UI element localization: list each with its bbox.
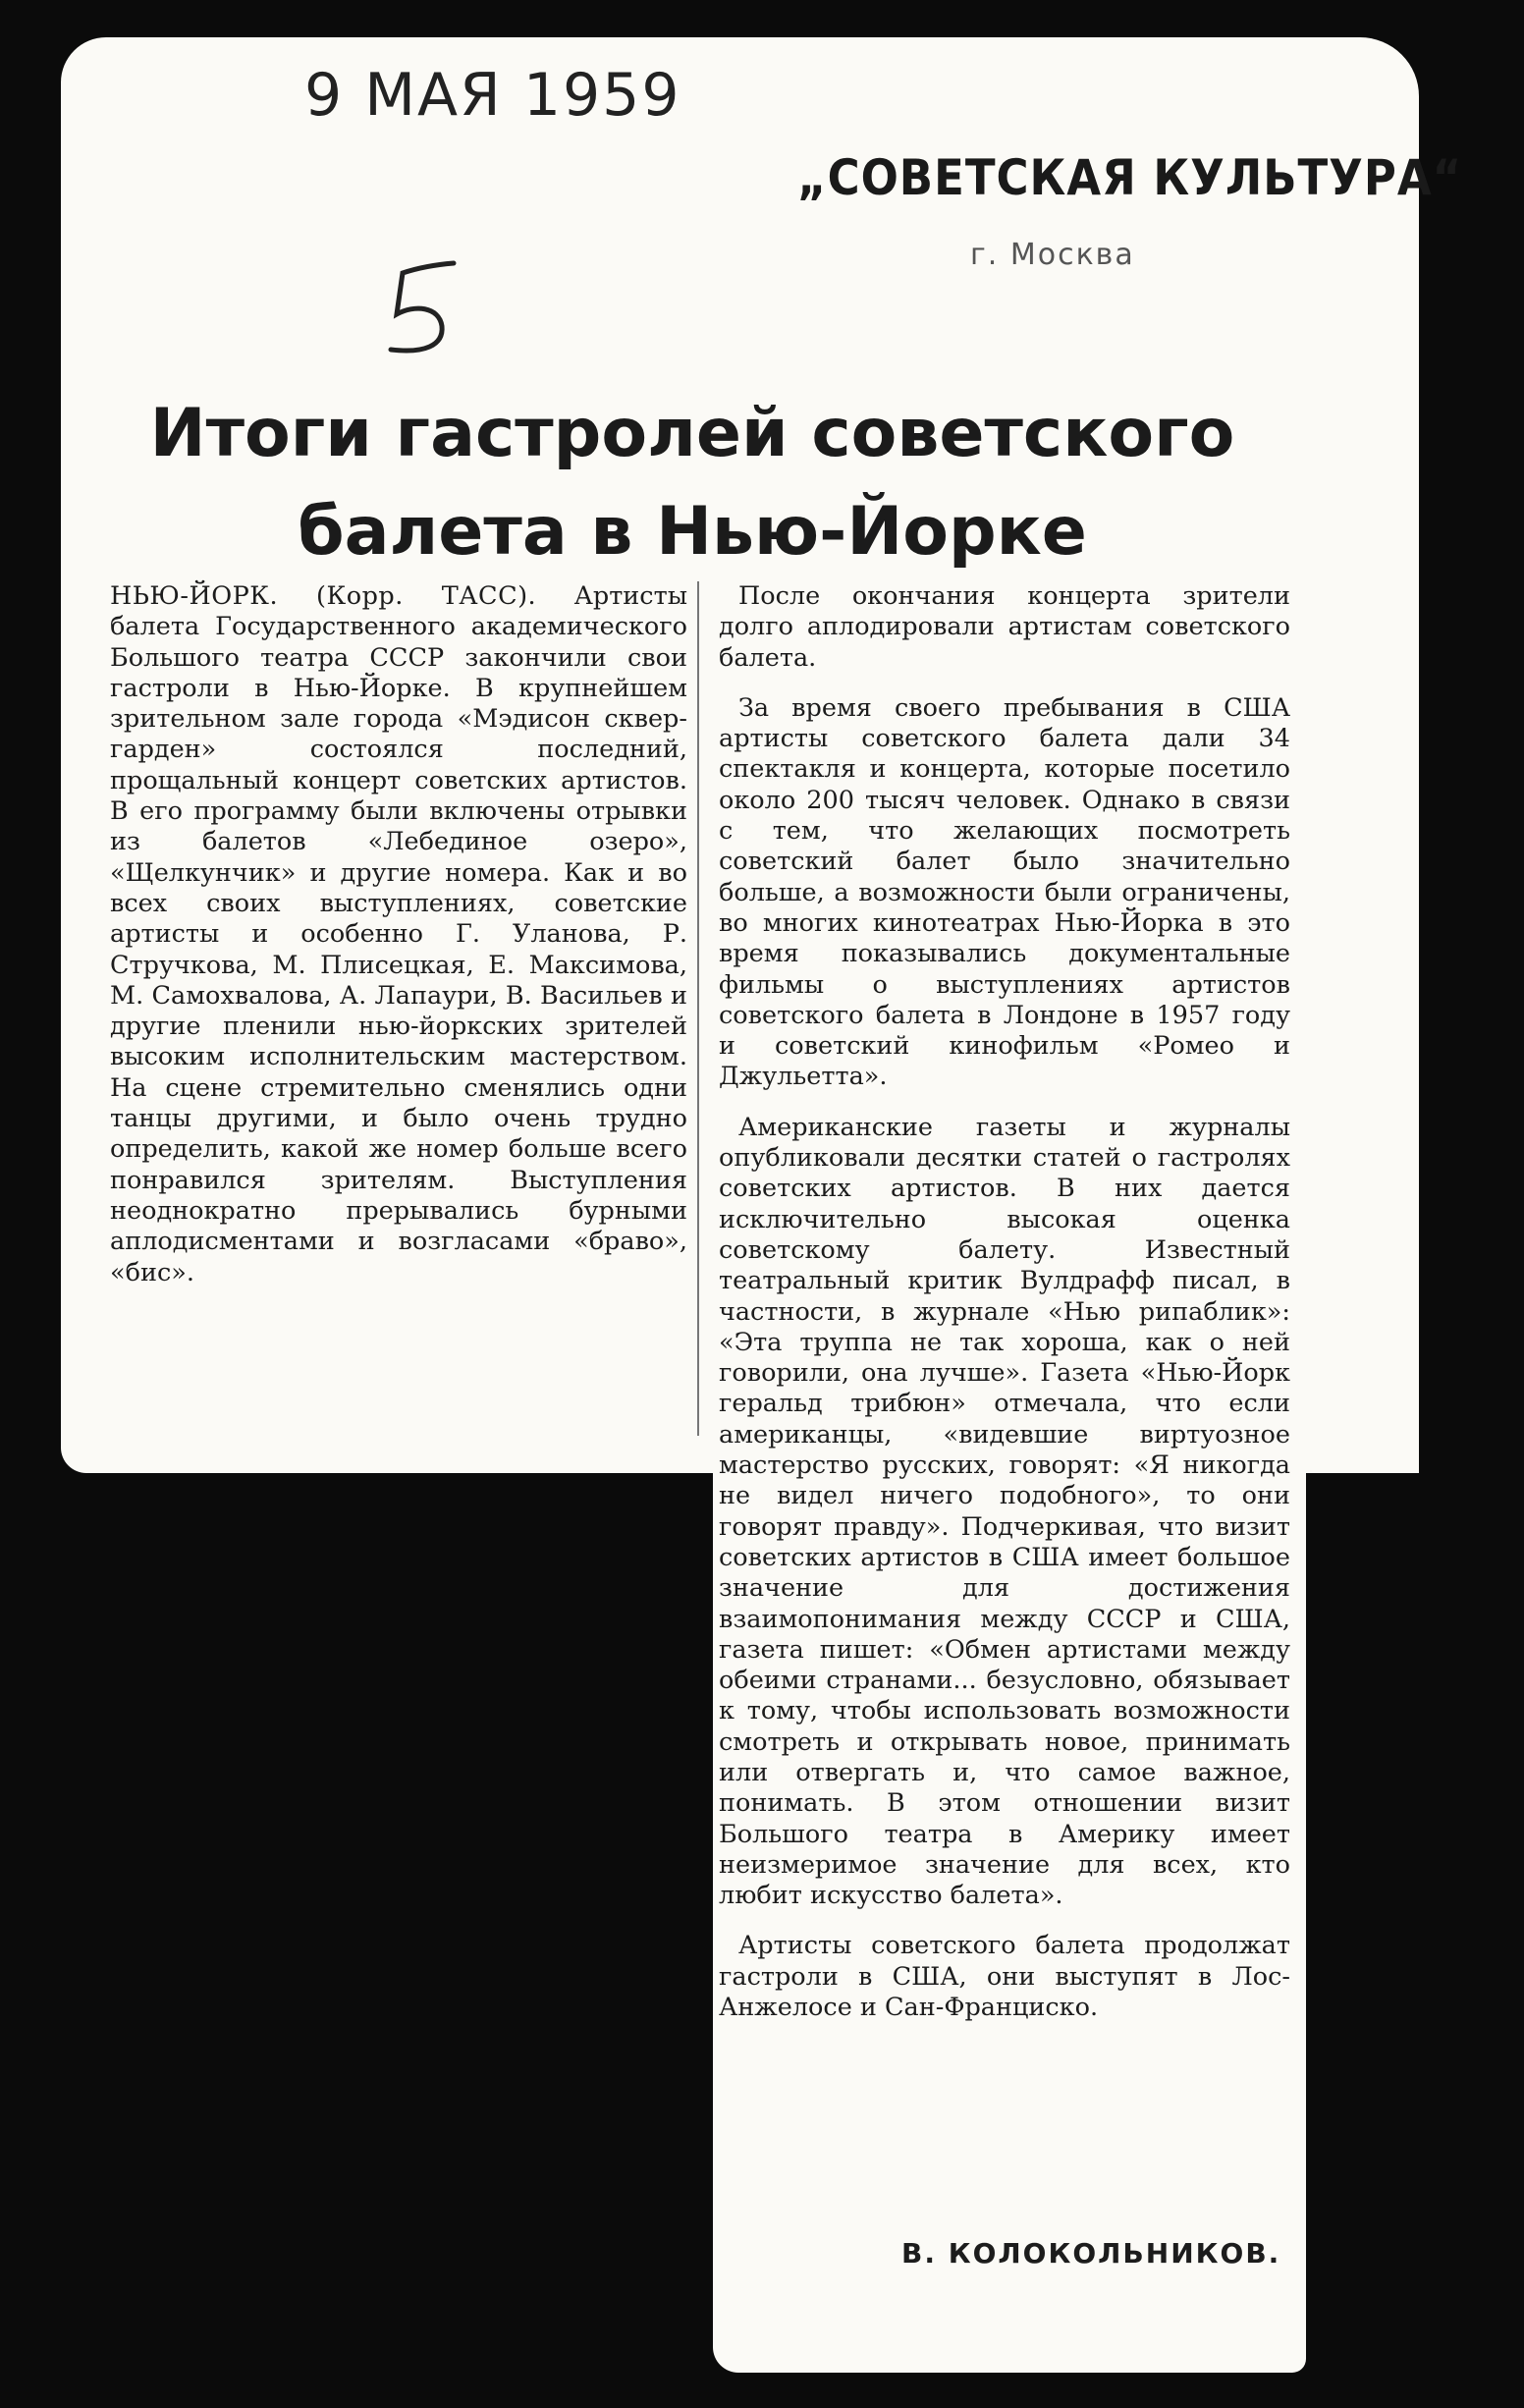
author-signature: В. КОЛОКОЛЬНИКОВ. xyxy=(901,2237,1281,2270)
right-paragraph-2: За время своего пребывания в США артисты советского балета дали 34 спектакля и концерта, которые посетило около 200 тысяч человек. Однако в связи с тем, что желающих посмотреть советский балет было значительно больше, а возможности были ограничены, во многих кинотеатрах Нью-Йорка в это время показывались документальные фильмы о выступлениях артистов советского балета в Лондоне в 1957 году и советский кинофильм «Ромео и Джульетта». xyxy=(719,692,1290,1092)
right-paragraph-3: Американские газеты и журналы опубликовали десятки статей о гастролях советских артистов. В них дается исключительно высокая оценка советскому балету. Известный театральный критик Вулдрафф писал, в частности, в журнале «Нью рипаблик»: «Эта труппа не так хороша, как о ней говорили, она лучше». Газета «Нью-Йорк геральд трибюн» отмечала, что если американцы, «видевшие виртуозное мастерство русских, говорят: «Я никогда не видел ничего подобного», то они говорят правду». Подчеркивая, что визит советских артистов в США имеет большое значение для достижения взаимопонимания между СССР и США, газета пишет: «Обмен артистами между обеими странами... безусловно, обязывает к тому, чтобы использовать возможности смотреть и открывать новое, принимать или отвергать и, что самое важное, понимать. В этом отношении визит Большого театра в Америку имеет неизмеримое значение для всех, кто любит искусство балета». xyxy=(719,1112,1290,1911)
left-paragraph-text: Артисты балета Государственного академического Большого театра СССР закончили свои гастроли в Нью-Йорке. В крупнейшем зрительном зале города «Мэдисон сквер-гарден» состоялся последний, прощальный концерт советских артистов. В его программу были включены отрывки из балетов «Лебединое озеро», «Щелкунчик» и другие номера. Как и во всех своих выступлениях, советские артисты и особенно Г. Уланова, Р. Стручкова, М. Плисецкая, Е. Максимова, М. Самохвалова, А. Лапаури, В. Васильев и другие пленили нью-йоркских зрителей высоким исполнительским мастерством. На сцене стремительно сменялись одни танцы другими, и было очень трудно определить, какой же номер больше всего понравился зрителям. Выступления неоднократно прерывались бурными аплодисментами и возгласами «браво», «бис». xyxy=(110,581,687,1287)
left-paragraph xyxy=(110,581,687,1288)
newspaper-city: г. Москва xyxy=(970,238,1135,272)
article-dateline: НЬЮ-ЙОРК. (Корр. ТАСС). xyxy=(110,581,537,611)
article-column-left xyxy=(110,581,687,1288)
right-paragraph-1: После окончания концерта зрители долго аплодировали артистам советского балета. xyxy=(719,581,1290,673)
handwritten-mark xyxy=(385,255,473,363)
article-headline: Итоги гастролей советского балета в Нью-Йорке xyxy=(149,395,1235,571)
newspaper-name: „СОВЕТСКАЯ КУЛЬТУРА“ xyxy=(797,149,1463,206)
article-column-right xyxy=(719,581,1290,2023)
date-stamp: 9 МАЯ 1959 xyxy=(304,61,681,130)
column-divider xyxy=(697,581,699,1436)
right-paragraph-4: Артисты советского балета продолжат гастроли в США, они выступят в Лос-Анжелосе и Сан-Франциско. xyxy=(719,1931,1290,2023)
